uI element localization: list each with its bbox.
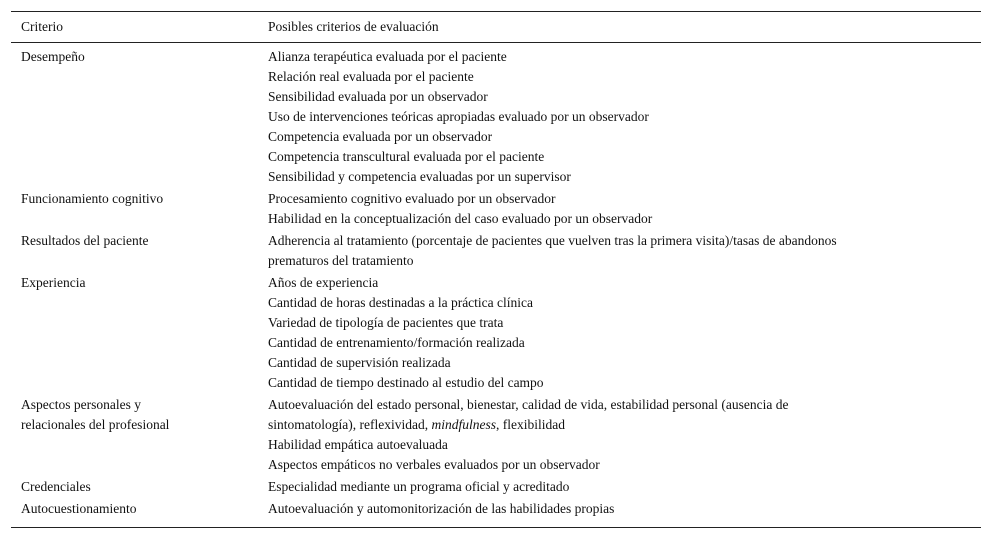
criterio-cell xyxy=(11,47,268,187)
criterio-cell xyxy=(11,273,268,393)
evaluation-criterion: Cantidad de entrenamiento/formación realizada xyxy=(268,335,525,350)
evaluation-criterion: Adherencia al tratamiento (porcentaje de pacientes que vuelven tras la primera visita)/tasas de abandonos xyxy=(268,233,837,248)
evaluation-criterion: Especialidad mediante un programa oficial y acreditado xyxy=(268,479,570,494)
evaluation-criterion: prematuros del tratamiento xyxy=(268,253,414,268)
table-header xyxy=(11,12,981,42)
evaluation-criterion: Cantidad de tiempo destinado al estudio del campo xyxy=(268,375,544,390)
posibles-criterios-cell xyxy=(268,231,981,271)
evaluation-criterion: Uso de intervenciones teóricas apropiadas evaluado por un observador xyxy=(268,109,649,124)
table-bottom-rule xyxy=(11,527,981,528)
evaluation-criterion xyxy=(268,415,981,435)
criterion-text-italic: mindfulness xyxy=(431,417,496,432)
criterio-text: Resultados del paciente xyxy=(21,233,149,248)
criterio-cell xyxy=(11,189,268,229)
table-row xyxy=(11,395,981,475)
evaluation-criterion: Sensibilidad evaluada por un observador xyxy=(268,89,488,104)
evaluation-criterion: Alianza terapéutica evaluada por el paciente xyxy=(268,49,507,64)
posibles-criterios-cell xyxy=(268,189,981,229)
table-body xyxy=(11,43,981,527)
table-row xyxy=(11,189,981,229)
criterio-cell xyxy=(11,395,268,475)
evaluation-criterion: Años de experiencia xyxy=(268,275,379,290)
header-posibles-criterios: Posibles criterios de evaluación xyxy=(268,19,439,34)
criterion-text-before: sintomatología), reflexividad, xyxy=(268,417,432,432)
criterio-cell xyxy=(11,231,268,271)
criterio-text: Experiencia xyxy=(21,275,86,290)
table-row xyxy=(11,477,981,497)
evaluation-criterion: Sensibilidad y competencia evaluadas por un supervisor xyxy=(268,169,571,184)
criteria-table xyxy=(11,11,981,528)
table-row xyxy=(11,231,981,271)
posibles-criterios-cell xyxy=(268,273,981,393)
criterion-text-after: , flexibilidad xyxy=(495,417,565,432)
evaluation-criterion: Autoevaluación y automonitorización de las habilidades propias xyxy=(268,501,615,516)
criterio-cell xyxy=(11,499,268,519)
header-criterio: Criterio xyxy=(21,19,63,34)
table-row xyxy=(11,273,981,393)
evaluation-criterion: Aspectos empáticos no verbales evaluados por un observador xyxy=(268,457,600,472)
criterio-text: Desempeño xyxy=(21,49,85,64)
evaluation-criterion: Autoevaluación del estado personal, bienestar, calidad de vida, estabilidad personal (ausencia de xyxy=(268,397,789,412)
evaluation-criterion: Competencia transcultural evaluada por el paciente xyxy=(268,149,545,164)
posibles-criterios-cell xyxy=(268,499,981,519)
posibles-criterios-cell xyxy=(268,477,981,497)
evaluation-criterion: Variedad de tipología de pacientes que trata xyxy=(268,315,504,330)
evaluation-criterion: Cantidad de horas destinadas a la práctica clínica xyxy=(268,295,534,310)
criterio-text: Autocuestionamiento xyxy=(21,501,137,516)
evaluation-criterion: Procesamiento cognitivo evaluado por un observador xyxy=(268,191,556,206)
posibles-criterios-cell xyxy=(268,47,981,187)
criterio-text: relacionales del profesional xyxy=(21,417,170,432)
table-row xyxy=(11,499,981,519)
evaluation-criterion: Competencia evaluada por un observador xyxy=(268,129,493,144)
evaluation-criterion: Relación real evaluada por el paciente xyxy=(268,69,474,84)
criterio-cell xyxy=(11,477,268,497)
criterio-text: Aspectos personales y xyxy=(21,397,141,412)
criterio-text: Credenciales xyxy=(21,479,91,494)
posibles-criterios-cell xyxy=(268,395,981,475)
table-row xyxy=(11,47,981,187)
criterio-text: Funcionamiento cognitivo xyxy=(21,191,164,206)
evaluation-criterion: Cantidad de supervisión realizada xyxy=(268,355,451,370)
evaluation-criterion: Habilidad empática autoevaluada xyxy=(268,437,448,452)
evaluation-criterion: Habilidad en la conceptualización del caso evaluado por un observador xyxy=(268,211,653,226)
